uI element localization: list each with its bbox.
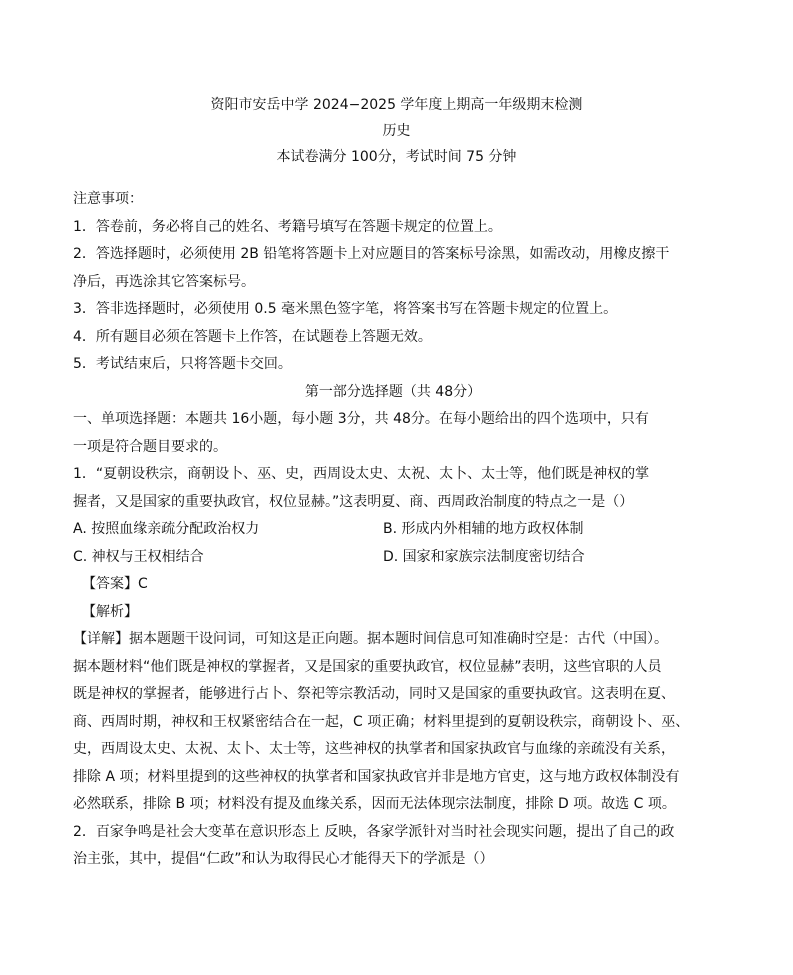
part1-title: 第一部分选择题（共 48分） [304, 383, 482, 400]
exam-title: 资阳市安岳中学 2024−2025 学年度上期高一年级期末检测 [210, 97, 583, 113]
question-1-analysis-label: 【解析】 [82, 603, 138, 620]
question-1-detail: 排除 A 项；材料里提到的这些神权的执掌者和国家执政官并非是地方官吏，这与地方政权体制没有 [73, 768, 680, 785]
question-1-option-d: D. 国家和家族宗法制度密切结合 [383, 548, 585, 565]
question-1-options-row [73, 516, 713, 544]
question-1-detail: 商、西周时期，神权和王权紧密结合在一起，C 项正确；材料里提到的夏朝设秩宗，商朝设卜、巫、 [73, 713, 690, 730]
question-1-answer: 【答案】C [82, 576, 148, 592]
exam-subject: 历史 [382, 123, 411, 139]
exam-body [73, 186, 713, 874]
question-2-stem: 2．百家争鸣是社会大变革在意识形态上 反映，各家学派针对当时社会现实问题，提出了自己的政 [73, 823, 675, 840]
question-1-option-b: B. 形成内外相辅的地方政权体制 [383, 521, 584, 537]
question-1-option-a: A. 按照血缘亲疏分配政治权力 [73, 521, 260, 537]
question-1-stem: 1．“夏朝设秩宗，商朝设卜、巫、史，西周设太史、太祝、太卜、太士等，他们既是神权的掌 [73, 466, 650, 482]
question-1-option-c: C. 神权与王权相结合 [73, 548, 204, 565]
note-item: 1．答卷前，务必将自己的姓名、考籍号填写在答题卡规定的位置上。 [73, 218, 502, 235]
question-1-detail: 【详解】据本题题干设问词，可知这是正向题。据本题时间信息可知准确时空是：古代（中国）。 [73, 631, 668, 647]
exam-info: 本试卷满分 100分，考试时间 75 分钟 [276, 149, 517, 165]
part1-instruction: 一项是符合题目要求的。 [73, 438, 227, 455]
note-item: 5．考试结束后，只将答题卡交回。 [73, 356, 292, 372]
question-1-detail: 既是神权的掌握者，能够进行占卜、祭祀等宗教活动，同时又是国家的重要执政官。这表明在夏、 [73, 686, 675, 702]
notes-heading: 注意事项： [73, 191, 143, 207]
question-1-stem: 握者，又是国家的重要执政官，权位显赫。”这表明夏、商、西周政治制度的特点之一是（） [73, 493, 634, 510]
note-item: 净后，再选涂其它答案标号。 [73, 273, 255, 290]
question-1-detail: 据本题材料“他们既是神权的掌握者，又是国家的重要执政官，权位显赫”表明，这些官职的人员 [73, 658, 662, 675]
question-1-detail: 必然联系，排除 B 项；材料没有提及血缘关系，因而无法体现宗法制度，排除 D 项。故选 C 项。 [73, 796, 676, 812]
question-1-detail: 史，西周设太史、太祝、太卜、太士等，这些神权的执掌者和国家执政官与血缘的亲疏没有关系， [73, 741, 675, 757]
exam-header [0, 95, 793, 167]
note-item: 3．答非选择题时，必须使用 0.5 毫米黑色签字笔，将答案书写在答题卡规定的位置上。 [73, 301, 618, 317]
part1-instruction: 一、单项选择题：本题共 16小题，每小题 3分，共 48分。在每小题给出的四个选项中，只有 [73, 411, 649, 427]
question-2-stem: 治主张，其中，提倡“仁政”和认为取得民心才能得天下的学派是（） [73, 851, 494, 867]
note-item: 4．所有题目必须在答题卡上作答，在试题卷上答题无效。 [73, 328, 432, 345]
note-item: 2．答选择题时，必须使用 2B 铅笔将答题卡上对应题目的答案标号涂黑，如需改动，用橡皮擦干 [73, 246, 670, 262]
question-1-options-row [73, 544, 713, 572]
